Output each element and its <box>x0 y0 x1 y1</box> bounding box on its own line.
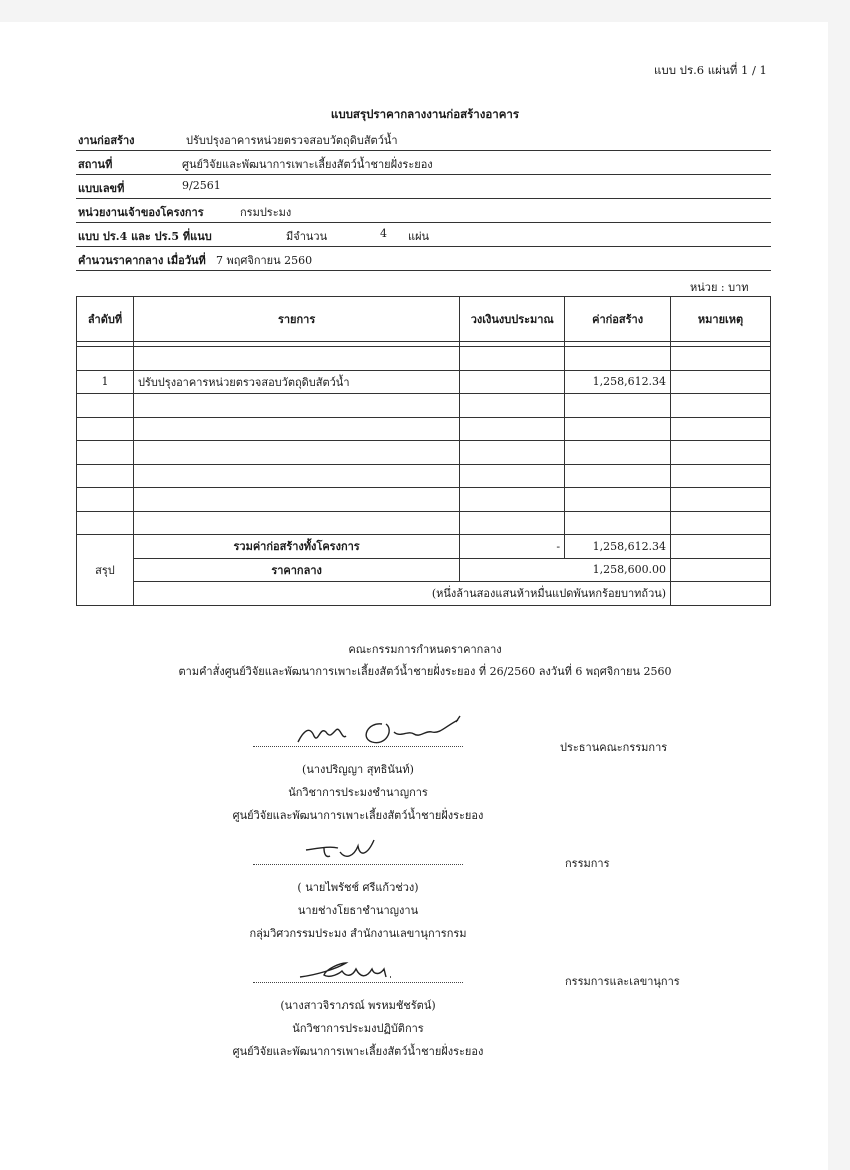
row-note <box>671 370 771 394</box>
summary-label: สรุป <box>77 535 134 606</box>
cost-table <box>76 296 771 606</box>
divider <box>76 246 771 247</box>
signer-3-role: กรรมการและเลขานุการ <box>565 975 680 988</box>
divider <box>76 198 771 199</box>
median-price-value: 1,258,600.00 <box>460 558 671 582</box>
table-row <box>77 417 771 441</box>
row-item: ปรับปรุงอาคารหน่วยตรวจสอบวัตถุดิบสัตว์น้ำ <box>133 370 459 394</box>
plan-number-label: แบบเลขที่ <box>78 182 125 195</box>
calc-date-value: 7 พฤศจิกายน 2560 <box>216 254 313 267</box>
committee-order: ตามคำสั่งศูนย์วิจัยและพัฒนาการเพาะเลี้ยงสัตว์น้ำชายฝั่งระยอง ที่ 26/2560 ลงวันที่ 6 พฤศจิกายน 2560 <box>178 665 672 678</box>
form-reference: แบบ ปร.6 แผ่นที่ 1 / 1 <box>654 63 767 77</box>
count-label: มีจำนวน <box>286 230 328 243</box>
total-row <box>77 535 771 559</box>
owner-label: หน่วยงานเจ้าของโครงการ <box>78 206 204 219</box>
signature-line <box>253 982 463 983</box>
place-label: สถานที่ <box>78 158 113 171</box>
header-budget: วงเงินงบประมาณ <box>460 297 565 342</box>
signer-3-org: ศูนย์วิจัยและพัฒนาการเพาะเลี้ยงสัตว์น้ำชายฝั่งระยอง <box>232 1045 484 1058</box>
unit-label: หน่วย : บาท <box>690 281 749 294</box>
table-row <box>77 347 771 371</box>
row-no: 1 <box>77 370 134 394</box>
table-row <box>77 511 771 535</box>
signer-2-role: กรรมการ <box>565 857 610 870</box>
header-no: ลำดับที่ <box>77 297 134 342</box>
header-item: รายการ <box>133 297 459 342</box>
median-text-row <box>77 582 771 606</box>
table-row <box>77 370 771 394</box>
calc-date-label: คำนวนราคากลาง เมื่อวันที่ <box>78 254 206 267</box>
total-cost: 1,258,612.34 <box>565 535 671 559</box>
signer-3-position: นักวิชาการประมงปฏิบัติการ <box>292 1022 424 1035</box>
signer-1-position: นักวิชาการประมงชำนาญการ <box>288 786 428 799</box>
table-row <box>77 441 771 465</box>
table-header-row <box>77 297 771 342</box>
signer-2-org: กลุ่มวิศวกรรมประมง สำนักงานเลขานุการกรม <box>249 927 467 940</box>
divider <box>76 270 771 271</box>
owner-value: กรมประมง <box>240 206 292 219</box>
divider <box>76 174 771 175</box>
signature-line <box>253 864 463 865</box>
divider <box>76 150 771 151</box>
table-row <box>77 464 771 488</box>
work-value: ปรับปรุงอาคารหน่วยตรวจสอบวัตถุดิบสัตว์น้ำ <box>186 134 398 147</box>
median-price-row <box>77 558 771 582</box>
row-budget <box>460 370 565 394</box>
header-cost: ค่าก่อสร้าง <box>565 297 671 342</box>
signer-1-role: ประธานคณะกรรมการ <box>560 741 668 754</box>
committee-title: คณะกรรมการกำหนดราคากลาง <box>348 643 502 656</box>
divider <box>76 222 771 223</box>
signer-2-name: ( นายไพรัชช์ ศรีแก้วช่วง) <box>297 881 419 894</box>
total-budget: - <box>460 535 565 559</box>
total-label: รวมค่าก่อสร้างทั้งโครงการ <box>133 535 459 559</box>
signer-3-name: (นางสาวจิราภรณ์ พรหมชัชรัตน์) <box>280 999 436 1012</box>
count-value: 4 <box>380 227 387 240</box>
header-note: หมายเหตุ <box>671 297 771 342</box>
signer-1-org: ศูนย์วิจัยและพัฒนาการเพาะเลี้ยงสัตว์น้ำชายฝั่งระยอง <box>232 809 484 822</box>
plan-number-value: 9/2561 <box>182 179 221 192</box>
signature-member <box>300 834 410 864</box>
place-value: ศูนย์วิจัยและพัฒนาการเพาะเลี้ยงสัตว์น้ำชายฝั่งระยอง <box>182 158 433 171</box>
work-label: งานก่อสร้าง <box>78 134 135 147</box>
forms-label: แบบ ปร.4 และ ปร.5 ที่แนบ <box>78 230 212 243</box>
median-price-text: (หนึ่งล้านสองแสนห้าหมื่นแปดพันหกร้อยบาทถ้วน) <box>133 582 670 606</box>
signature-secretary <box>296 955 416 985</box>
document-title: แบบสรุปราคากลางงานก่อสร้างอาคาร <box>330 107 520 121</box>
table-row <box>77 488 771 512</box>
signer-2-position: นายช่างโยธาชำนาญงาน <box>297 904 419 917</box>
count-unit: แผ่น <box>408 230 430 243</box>
row-cost: 1,258,612.34 <box>565 370 671 394</box>
median-price-label: ราคากลาง <box>133 558 459 582</box>
signer-1-name: (นางปริญญา สุทธินันท์) <box>302 763 414 776</box>
table-row <box>77 394 771 418</box>
signature-line <box>253 746 463 747</box>
